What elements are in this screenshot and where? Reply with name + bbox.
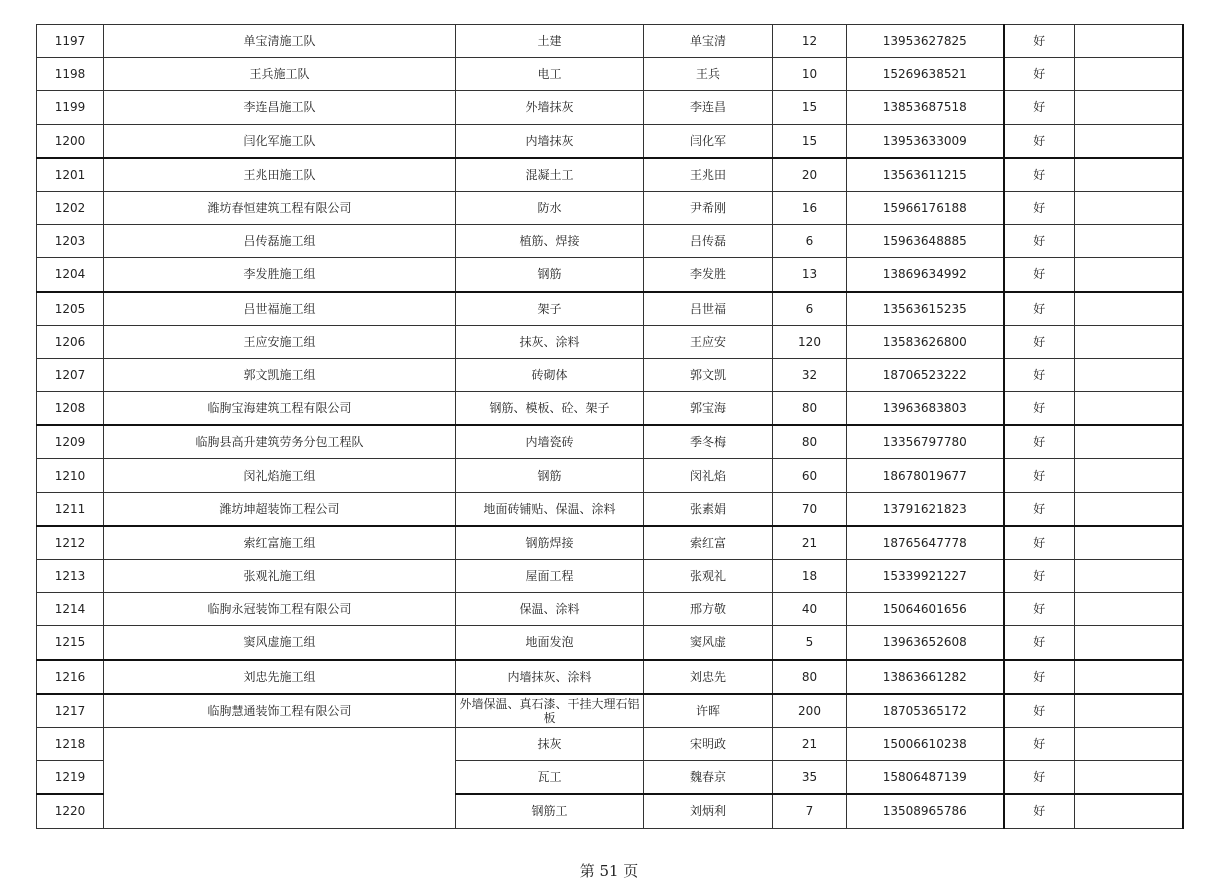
trade-cell: 地面发泡 xyxy=(456,626,644,660)
leader-cell: 邢方敬 xyxy=(644,593,773,626)
phone-cell: 18678019677 xyxy=(847,459,1004,492)
row-number-cell: 1205 xyxy=(37,292,104,326)
note-cell xyxy=(1075,425,1183,459)
note-cell xyxy=(1075,626,1183,660)
trade-cell: 钢筋工 xyxy=(456,794,644,828)
note-cell xyxy=(1075,258,1183,292)
phone-cell: 13356797780 xyxy=(847,425,1004,459)
leader-cell: 李连昌 xyxy=(644,91,773,124)
note-cell xyxy=(1075,526,1183,560)
note-cell xyxy=(1075,593,1183,626)
trade-cell: 植筋、焊接 xyxy=(456,225,644,258)
trade-cell: 内墙瓷砖 xyxy=(456,425,644,459)
leader-cell: 吕传磊 xyxy=(644,225,773,258)
phone-cell: 15966176188 xyxy=(847,191,1004,224)
worker-count-cell: 16 xyxy=(773,191,847,224)
worker-count-cell: 15 xyxy=(773,124,847,158)
rating-cell: 好 xyxy=(1004,225,1075,258)
table-row xyxy=(37,358,1183,391)
trade-cell: 抹灰、涂料 xyxy=(456,325,644,358)
phone-cell: 13863661282 xyxy=(847,660,1004,694)
row-number-cell: 1197 xyxy=(37,25,104,58)
rating-cell: 好 xyxy=(1004,124,1075,158)
note-cell xyxy=(1075,25,1183,58)
trade-cell: 混凝土工 xyxy=(456,158,644,192)
rating-cell: 好 xyxy=(1004,459,1075,492)
row-number-cell: 1208 xyxy=(37,392,104,426)
phone-cell: 13953633009 xyxy=(847,124,1004,158)
leader-cell: 季冬梅 xyxy=(644,425,773,459)
trade-cell: 钢筋 xyxy=(456,258,644,292)
trade-cell: 瓦工 xyxy=(456,761,644,795)
worker-count-cell: 60 xyxy=(773,459,847,492)
team-name-cell: 刘忠先施工组 xyxy=(104,660,456,694)
leader-cell: 尹希刚 xyxy=(644,191,773,224)
note-cell xyxy=(1075,225,1183,258)
team-name-cell: 闫化军施工队 xyxy=(104,124,456,158)
phone-cell: 15806487139 xyxy=(847,761,1004,795)
leader-cell: 闫化军 xyxy=(644,124,773,158)
trade-cell: 电工 xyxy=(456,58,644,91)
leader-cell: 刘炳利 xyxy=(644,794,773,828)
worker-count-cell: 40 xyxy=(773,593,847,626)
note-cell xyxy=(1075,727,1183,760)
phone-cell: 15006610238 xyxy=(847,727,1004,760)
table-row xyxy=(37,560,1183,593)
trade-cell: 防水 xyxy=(456,191,644,224)
row-number-cell: 1199 xyxy=(37,91,104,124)
row-number-cell: 1210 xyxy=(37,459,104,492)
leader-cell: 王兆田 xyxy=(644,158,773,192)
worker-count-cell: 120 xyxy=(773,325,847,358)
phone-cell: 18705365172 xyxy=(847,694,1004,728)
team-name-cell: 王兆田施工队 xyxy=(104,158,456,192)
note-cell xyxy=(1075,91,1183,124)
team-name-cell: 索红富施工组 xyxy=(104,526,456,560)
phone-cell: 13963683803 xyxy=(847,392,1004,426)
team-name-cell: 潍坊坤超装饰工程公司 xyxy=(104,492,456,526)
leader-cell: 王应安 xyxy=(644,325,773,358)
phone-cell: 18765647778 xyxy=(847,526,1004,560)
rating-cell: 好 xyxy=(1004,694,1075,728)
phone-cell: 15339921227 xyxy=(847,560,1004,593)
worker-count-cell: 13 xyxy=(773,258,847,292)
team-name-cell xyxy=(104,727,456,760)
leader-cell: 闵礼焰 xyxy=(644,459,773,492)
phone-cell: 13583626800 xyxy=(847,325,1004,358)
table-row xyxy=(37,459,1183,492)
worker-count-cell: 18 xyxy=(773,560,847,593)
team-name-cell: 李发胜施工组 xyxy=(104,258,456,292)
worker-count-cell: 12 xyxy=(773,25,847,58)
rating-cell: 好 xyxy=(1004,292,1075,326)
team-name-cell: 吕传磊施工组 xyxy=(104,225,456,258)
phone-cell: 13963652608 xyxy=(847,626,1004,660)
row-number-cell: 1220 xyxy=(37,794,104,828)
page-number: 第 51 页 xyxy=(579,862,639,880)
row-number-cell: 1218 xyxy=(37,727,104,760)
team-name-cell: 郭文凯施工组 xyxy=(104,358,456,391)
rating-cell: 好 xyxy=(1004,325,1075,358)
phone-cell: 13869634992 xyxy=(847,258,1004,292)
team-name-cell: 临朐宝海建筑工程有限公司 xyxy=(104,392,456,426)
rating-cell: 好 xyxy=(1004,358,1075,391)
leader-cell: 窦风虚 xyxy=(644,626,773,660)
rating-cell: 好 xyxy=(1004,392,1075,426)
leader-cell: 单宝清 xyxy=(644,25,773,58)
team-name-cell: 临朐永冠装饰工程有限公司 xyxy=(104,593,456,626)
table-row xyxy=(37,392,1183,426)
worker-count-cell: 200 xyxy=(773,694,847,728)
note-cell xyxy=(1075,794,1183,828)
phone-cell: 13953627825 xyxy=(847,25,1004,58)
rating-cell: 好 xyxy=(1004,560,1075,593)
rating-cell: 好 xyxy=(1004,25,1075,58)
team-name-cell: 窦风虚施工组 xyxy=(104,626,456,660)
note-cell xyxy=(1075,58,1183,91)
trade-cell: 钢筋、模板、砼、架子 xyxy=(456,392,644,426)
leader-cell: 王兵 xyxy=(644,58,773,91)
table-row xyxy=(37,794,1183,828)
worker-count-cell: 21 xyxy=(773,727,847,760)
contractor-table xyxy=(36,24,1184,829)
table-body xyxy=(37,25,1183,829)
team-name-cell: 王兵施工队 xyxy=(104,58,456,91)
table-row xyxy=(37,325,1183,358)
note-cell xyxy=(1075,694,1183,728)
table-row xyxy=(37,626,1183,660)
phone-cell: 18706523222 xyxy=(847,358,1004,391)
phone-cell: 13853687518 xyxy=(847,91,1004,124)
leader-cell: 魏春京 xyxy=(644,761,773,795)
worker-count-cell: 10 xyxy=(773,58,847,91)
table-row xyxy=(37,492,1183,526)
trade-cell: 地面砖铺贴、保温、涂料 xyxy=(456,492,644,526)
rating-cell: 好 xyxy=(1004,626,1075,660)
rating-cell: 好 xyxy=(1004,794,1075,828)
worker-count-cell: 80 xyxy=(773,392,847,426)
worker-count-cell: 7 xyxy=(773,794,847,828)
rating-cell: 好 xyxy=(1004,258,1075,292)
note-cell xyxy=(1075,191,1183,224)
team-name-cell: 单宝清施工队 xyxy=(104,25,456,58)
row-number-cell: 1204 xyxy=(37,258,104,292)
row-number-cell: 1212 xyxy=(37,526,104,560)
rating-cell: 好 xyxy=(1004,191,1075,224)
table-row xyxy=(37,191,1183,224)
phone-cell: 13791621823 xyxy=(847,492,1004,526)
rating-cell: 好 xyxy=(1004,58,1075,91)
leader-cell: 郭文凯 xyxy=(644,358,773,391)
row-number-cell: 1200 xyxy=(37,124,104,158)
rating-cell: 好 xyxy=(1004,526,1075,560)
trade-cell: 抹灰 xyxy=(456,727,644,760)
note-cell xyxy=(1075,358,1183,391)
note-cell xyxy=(1075,325,1183,358)
worker-count-cell: 70 xyxy=(773,492,847,526)
row-number-cell: 1219 xyxy=(37,761,104,795)
team-name-cell: 吕世福施工组 xyxy=(104,292,456,326)
worker-count-cell: 5 xyxy=(773,626,847,660)
leader-cell: 吕世福 xyxy=(644,292,773,326)
phone-cell: 15269638521 xyxy=(847,58,1004,91)
trade-cell: 砖砌体 xyxy=(456,358,644,391)
team-name-cell xyxy=(104,761,456,795)
table-row xyxy=(37,425,1183,459)
team-name-cell: 临朐慧通装饰工程有限公司 xyxy=(104,694,456,728)
row-number-cell: 1214 xyxy=(37,593,104,626)
worker-count-cell: 6 xyxy=(773,292,847,326)
row-number-cell: 1207 xyxy=(37,358,104,391)
leader-cell: 张素娟 xyxy=(644,492,773,526)
worker-count-cell: 35 xyxy=(773,761,847,795)
rating-cell: 好 xyxy=(1004,593,1075,626)
phone-cell: 13563615235 xyxy=(847,292,1004,326)
trade-cell: 外墙抹灰 xyxy=(456,91,644,124)
rating-cell: 好 xyxy=(1004,91,1075,124)
leader-cell: 索红富 xyxy=(644,526,773,560)
worker-count-cell: 15 xyxy=(773,91,847,124)
table-row xyxy=(37,292,1183,326)
row-number-cell: 1201 xyxy=(37,158,104,192)
team-name-cell: 张观礼施工组 xyxy=(104,560,456,593)
rating-cell: 好 xyxy=(1004,492,1075,526)
row-number-cell: 1209 xyxy=(37,425,104,459)
table-row xyxy=(37,761,1183,795)
table-row xyxy=(37,694,1183,728)
rating-cell: 好 xyxy=(1004,158,1075,192)
table-row xyxy=(37,91,1183,124)
table-row xyxy=(37,158,1183,192)
worker-count-cell: 80 xyxy=(773,425,847,459)
table-row xyxy=(37,124,1183,158)
worker-count-cell: 6 xyxy=(773,225,847,258)
team-name-cell xyxy=(104,794,456,828)
note-cell xyxy=(1075,292,1183,326)
note-cell xyxy=(1075,761,1183,795)
team-name-cell: 李连昌施工队 xyxy=(104,91,456,124)
table-row xyxy=(37,660,1183,694)
phone-cell: 15963648885 xyxy=(847,225,1004,258)
row-number-cell: 1216 xyxy=(37,660,104,694)
worker-count-cell: 20 xyxy=(773,158,847,192)
trade-cell: 外墙保温、真石漆、干挂大理石铝板 xyxy=(456,694,644,728)
trade-cell: 保温、涂料 xyxy=(456,593,644,626)
team-name-cell: 闵礼焰施工组 xyxy=(104,459,456,492)
note-cell xyxy=(1075,124,1183,158)
row-number-cell: 1213 xyxy=(37,560,104,593)
leader-cell: 刘忠先 xyxy=(644,660,773,694)
rating-cell: 好 xyxy=(1004,761,1075,795)
table-row xyxy=(37,58,1183,91)
trade-cell: 钢筋焊接 xyxy=(456,526,644,560)
worker-count-cell: 32 xyxy=(773,358,847,391)
note-cell xyxy=(1075,660,1183,694)
trade-cell: 内墙抹灰 xyxy=(456,124,644,158)
row-number-cell: 1203 xyxy=(37,225,104,258)
note-cell xyxy=(1075,560,1183,593)
row-number-cell: 1211 xyxy=(37,492,104,526)
leader-cell: 许晖 xyxy=(644,694,773,728)
phone-cell: 13563611215 xyxy=(847,158,1004,192)
table-row xyxy=(37,225,1183,258)
trade-cell: 土建 xyxy=(456,25,644,58)
rating-cell: 好 xyxy=(1004,727,1075,760)
team-name-cell: 王应安施工组 xyxy=(104,325,456,358)
leader-cell: 李发胜 xyxy=(644,258,773,292)
row-number-cell: 1206 xyxy=(37,325,104,358)
row-number-cell: 1215 xyxy=(37,626,104,660)
phone-cell: 13508965786 xyxy=(847,794,1004,828)
trade-cell: 架子 xyxy=(456,292,644,326)
table-row xyxy=(37,526,1183,560)
team-name-cell: 潍坊春恒建筑工程有限公司 xyxy=(104,191,456,224)
table-row xyxy=(37,593,1183,626)
note-cell xyxy=(1075,492,1183,526)
note-cell xyxy=(1075,392,1183,426)
row-number-cell: 1198 xyxy=(37,58,104,91)
leader-cell: 张观礼 xyxy=(644,560,773,593)
phone-cell: 15064601656 xyxy=(847,593,1004,626)
trade-cell: 钢筋 xyxy=(456,459,644,492)
worker-count-cell: 21 xyxy=(773,526,847,560)
rating-cell: 好 xyxy=(1004,660,1075,694)
leader-cell: 宋明政 xyxy=(644,727,773,760)
table-row xyxy=(37,25,1183,58)
row-number-cell: 1217 xyxy=(37,694,104,728)
note-cell xyxy=(1075,158,1183,192)
table-row xyxy=(37,727,1183,760)
leader-cell: 郭宝海 xyxy=(644,392,773,426)
table-row xyxy=(37,258,1183,292)
trade-cell: 屋面工程 xyxy=(456,560,644,593)
trade-cell: 内墙抹灰、涂料 xyxy=(456,660,644,694)
row-number-cell: 1202 xyxy=(37,191,104,224)
team-name-cell: 临朐县高升建筑劳务分包工程队 xyxy=(104,425,456,459)
note-cell xyxy=(1075,459,1183,492)
rating-cell: 好 xyxy=(1004,425,1075,459)
worker-count-cell: 80 xyxy=(773,660,847,694)
